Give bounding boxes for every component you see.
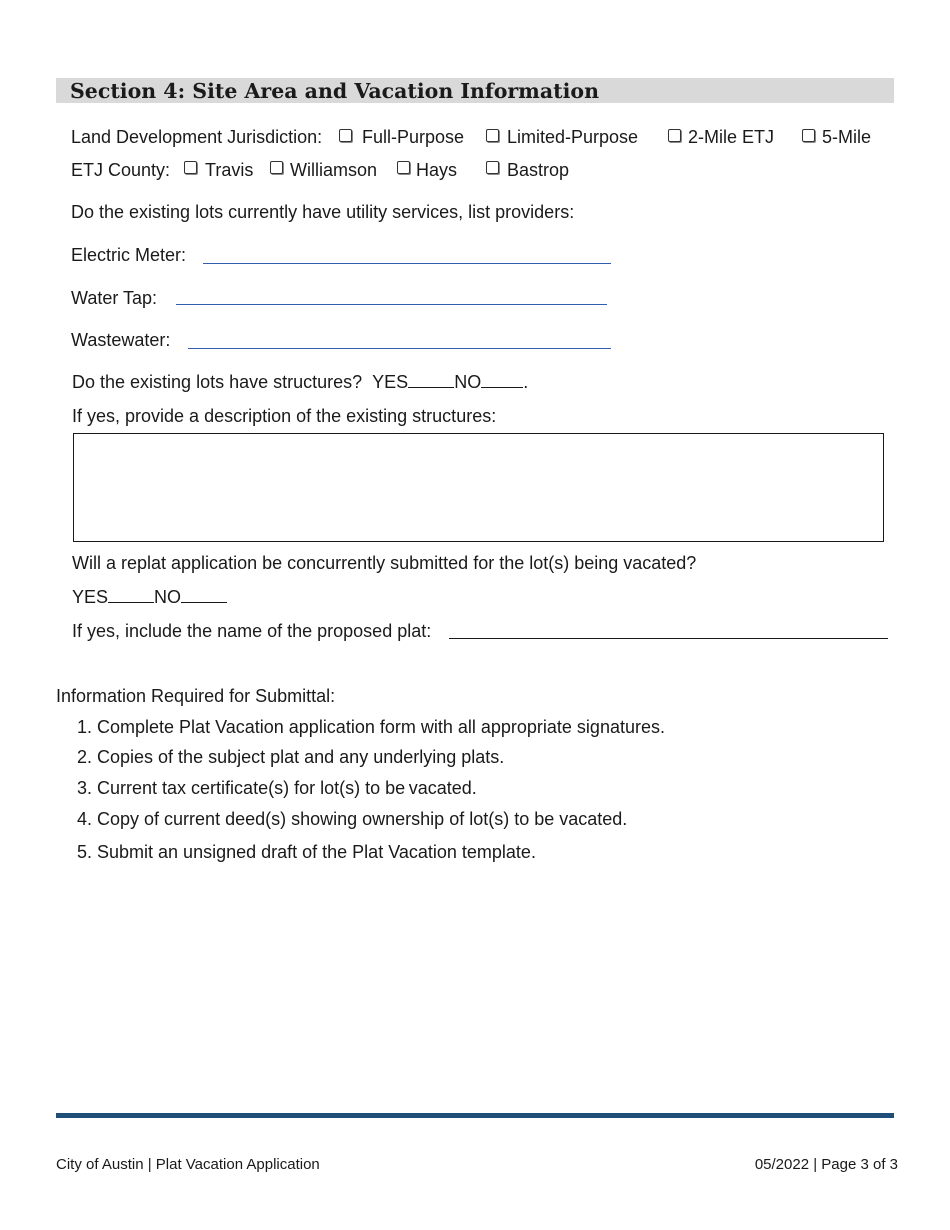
two-mile-etj-option-label: 2-Mile ETJ [688, 127, 775, 147]
structures-no-label: NO [454, 372, 482, 392]
jurisdiction-label: Land Development Jurisdiction: [71, 127, 323, 147]
requirements-heading: Information Required for Submittal: [56, 686, 336, 706]
williamson-option-label: Williamson [290, 160, 378, 180]
limited-purpose-option-label: Limited-Purpose [507, 127, 639, 147]
five-mile-option-label: 5-Mile [822, 127, 872, 147]
replat-yes-blank[interactable] [108, 602, 154, 603]
footer-left-text: City of Austin | Plat Vacation Application [56, 1156, 320, 1173]
water-tap-field[interactable] [176, 304, 607, 305]
structures-question-row [72, 373, 528, 391]
replat-no-blank[interactable] [181, 602, 227, 603]
replat-name-prompt: If yes, include the name of the proposed plat: [72, 621, 432, 641]
proposed-plat-name-field[interactable] [449, 638, 888, 639]
replat-yes-label: YES [72, 587, 109, 607]
water-tap-label: Water Tap: [71, 288, 158, 308]
wastewater-label: Wastewater: [71, 330, 171, 350]
utilities-question: Do the existing lots currently have utility services, list providers: [71, 202, 575, 222]
hays-checkbox[interactable] [397, 161, 410, 174]
requirement-item-2: 2. Copies of the subject plat and any underlying plats. [77, 747, 505, 767]
hays-option-label: Hays [416, 160, 458, 180]
structures-no-blank[interactable] [481, 387, 523, 388]
requirement-item-1: 1. Complete Plat Vacation application form with all appropriate signatures. [77, 717, 665, 737]
structures-question: Do the existing lots have structures? [72, 372, 363, 392]
structures-description-textarea[interactable] [73, 433, 884, 542]
travis-checkbox[interactable] [184, 161, 197, 174]
electric-meter-field[interactable] [203, 263, 611, 264]
section-title: Section 4: Site Area and Vacation Information [70, 79, 599, 103]
electric-meter-label: Electric Meter: [71, 245, 187, 265]
wastewater-field[interactable] [188, 348, 611, 349]
footer-rule [56, 1113, 894, 1118]
bastrop-option-label: Bastrop [507, 160, 570, 180]
etj-county-label: ETJ County: [71, 160, 171, 180]
replat-question: Will a replat application be concurrently submitted for the lot(s) being vacated? [72, 553, 697, 573]
requirement-item-3: 3. Current tax certificate(s) for lot(s) to be vacated. [77, 778, 477, 798]
structures-description-prompt: If yes, provide a description of the existing structures: [72, 406, 497, 426]
requirement-item-5: 5. Submit an unsigned draft of the Plat Vacation template. [77, 842, 536, 862]
structures-yes-blank[interactable] [408, 387, 454, 388]
structures-end-mark: . [523, 372, 529, 392]
two-mile-etj-checkbox[interactable] [668, 129, 681, 142]
full-purpose-checkbox[interactable] [339, 129, 352, 142]
williamson-checkbox[interactable] [270, 161, 283, 174]
five-mile-checkbox[interactable] [802, 129, 815, 142]
limited-purpose-checkbox[interactable] [486, 129, 499, 142]
footer-right-text: 05/2022 | Page 3 of 3 [754, 1156, 898, 1173]
replat-answer-row [72, 588, 227, 606]
requirement-item-4: 4. Copy of current deed(s) showing ownership of lot(s) to be vacated. [77, 809, 628, 829]
replat-no-label: NO [154, 587, 182, 607]
bastrop-checkbox[interactable] [486, 161, 499, 174]
structures-yes-label: YES [372, 372, 409, 392]
full-purpose-option-label: Full-Purpose [362, 127, 465, 147]
travis-option-label: Travis [205, 160, 254, 180]
